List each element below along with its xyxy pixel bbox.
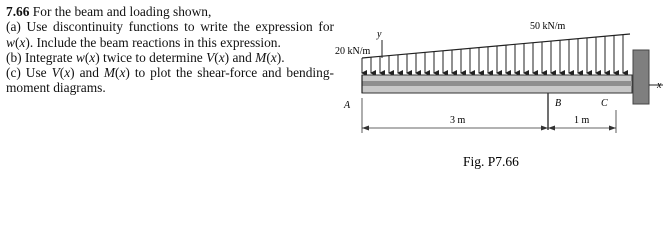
beam-web (362, 81, 632, 86)
v-symbol: V (51, 65, 60, 81)
dimension-ab-label: 3 m (450, 115, 466, 126)
part-b-text: (b) Integrate (6, 49, 76, 65)
v-symbol: V (206, 49, 215, 65)
x-symbol: x (270, 49, 277, 65)
dimension-arrowhead (362, 126, 369, 131)
part-c-text: (c) Use (6, 65, 52, 81)
dimension-arrowhead (548, 126, 555, 131)
part-a-text: (a) Use discontinuity functions to write the expression for (6, 19, 334, 35)
x-axis-label: x (657, 80, 662, 91)
y-axis-label: y (377, 29, 382, 40)
point-a-label: A (344, 100, 351, 111)
part-c-text-end: ) to plot the shear-force and bending-moment diagrams. (6, 65, 334, 96)
figure-caption: Fig. P7.66 (463, 154, 519, 169)
problem-number: 7.66 (6, 4, 30, 19)
dimension-arrowhead (609, 126, 616, 131)
point-b-label: B (555, 98, 562, 109)
load-top-line (362, 34, 630, 58)
intro-text: For the beam and loading shown, (32, 4, 212, 19)
load-left-label: 20 kN/m (335, 46, 371, 57)
dimension-arrowhead (541, 126, 548, 131)
paren: ( (14, 34, 20, 50)
paren: ( (266, 49, 271, 65)
load-right-label: 50 kN/m (530, 21, 566, 32)
x-symbol: x (64, 65, 71, 81)
paren: ( (214, 49, 219, 65)
fixed-support-wall (633, 50, 649, 104)
x-symbol: x (218, 49, 225, 65)
w-symbol: w (6, 34, 15, 50)
point-c-label: C (601, 98, 608, 109)
part-b-and: ) and (224, 49, 256, 65)
part-b-end: ). (276, 49, 285, 65)
x-symbol: x (89, 49, 96, 65)
paren: ( (115, 65, 120, 81)
x-symbol: x (119, 65, 126, 81)
part-a-text-end: ). Include the beam reactions in this expression. (25, 34, 281, 50)
x-symbol: x (19, 34, 26, 50)
w-symbol: w (75, 49, 85, 65)
distributed-load (362, 34, 630, 73)
part-b-text-mid: ) twice to determine (95, 49, 207, 65)
paren: ( (59, 65, 65, 81)
part-c-and: ) and (70, 65, 104, 81)
m-symbol: M (255, 49, 267, 65)
paren: ( (84, 49, 90, 65)
dimension-bc-label: 1 m (574, 115, 590, 126)
m-symbol: M (103, 65, 115, 81)
